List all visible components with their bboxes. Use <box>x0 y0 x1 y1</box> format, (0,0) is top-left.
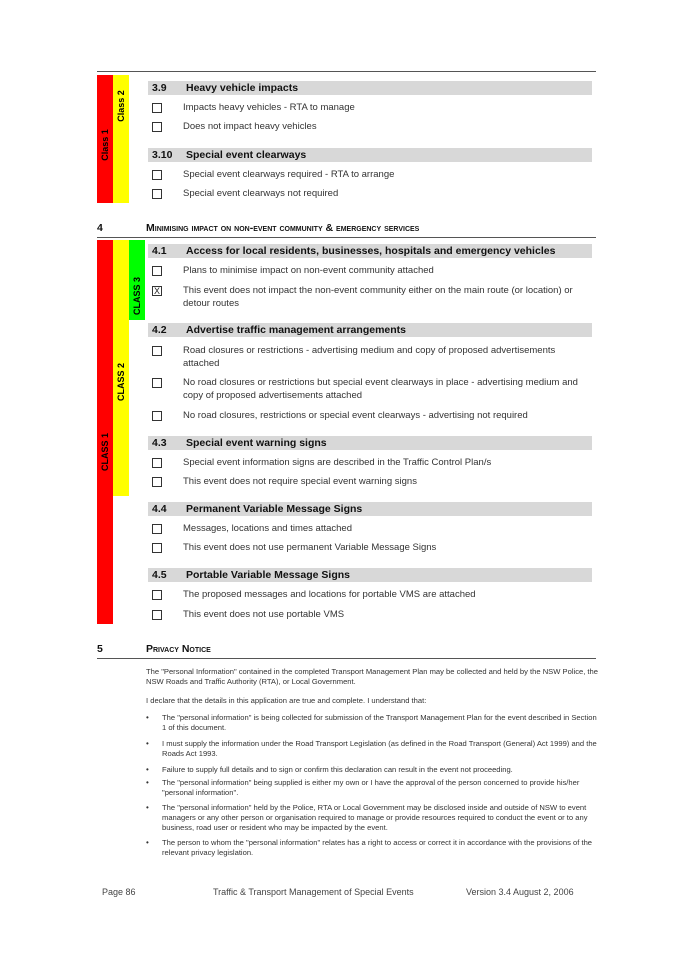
heading-number: 4.1 <box>152 245 167 257</box>
heading-number: 3.9 <box>152 82 167 94</box>
bullet-dot: • <box>146 739 149 748</box>
option-label: This event does not impact the non-event community either on the main route (or location) or detour routes <box>183 285 573 309</box>
option-label: No road closures, restrictions or special event clearways - advertising not required <box>183 410 528 421</box>
checkbox[interactable] <box>152 610 162 620</box>
class3-label: CLASS 3 <box>132 277 142 316</box>
heading-title: Access for local residents, businesses, hospitals and emergency vehicles <box>186 245 556 257</box>
option-label: No road closures or restrictions but special event clearways in place - advertising medium and copy of proposed advertisements attached <box>183 377 578 401</box>
heading-title: Permanent Variable Message Signs <box>186 503 363 515</box>
heading-title: Special event warning signs <box>186 437 327 449</box>
checkbox[interactable] <box>152 122 162 132</box>
checkbox[interactable] <box>152 524 162 534</box>
bullet-item: I must supply the information under the Road Transport Legislation (as defined in the Road Transport (General) Act 1999) and the Roads Act 1993. <box>162 739 597 758</box>
top-rule <box>97 71 596 72</box>
footer-version: Version 3.4 August 2, 2006 <box>466 887 574 897</box>
option-label: Messages, locations and times attached <box>183 523 352 534</box>
option-label: This event does not use portable VMS <box>183 609 345 620</box>
checkbox[interactable] <box>152 170 162 180</box>
heading-4-2 <box>148 323 592 337</box>
heading-3-9 <box>148 81 592 95</box>
bullet-item: The "personal information" is being collected for submission of the Transport Management Plan for the event described in Section 1 of this document. <box>162 713 597 732</box>
bullet-item: The "personal information" being supplied is either my own or I have the approval of the person concerned to provide his/her "personal information". <box>162 778 580 797</box>
footer-page-number: Page 86 <box>102 887 136 897</box>
section-4-number: 4 <box>97 222 103 234</box>
heading-4-4 <box>148 502 592 516</box>
heading-3-10 <box>148 148 592 162</box>
class2-label: CLASS 2 <box>116 363 126 402</box>
bullet-item: The "personal information" held by the Police, RTA or Local Government may be disclosed inside and outside of NSW to event managers or any other person or organisation required to manage or provide resources required to conduct the event or to any business, road user or resident who may be impacted by the event. <box>162 803 588 832</box>
option-label: Special event clearways not required <box>183 188 339 199</box>
bullet-dot: • <box>146 713 149 722</box>
option-label: Impacts heavy vehicles - RTA to manage <box>183 102 355 113</box>
section-4-title: Minimising impact on non-event community & emergency services <box>146 222 420 234</box>
bullet-dot: • <box>146 803 149 812</box>
option-label: Special event information signs are described in the Traffic Control Plan/s <box>183 457 492 468</box>
checkbox[interactable] <box>152 458 162 468</box>
checkbox[interactable] <box>152 477 162 487</box>
checkbox[interactable] <box>152 378 162 388</box>
class1-label: CLASS 1 <box>100 433 110 472</box>
privacy-paragraph: The "Personal Information" contained in the completed Transport Management Plan may be collected and held by the NSW Police, the NSW Roads and Traffic Authority (RTA), or Local Government. <box>146 667 598 686</box>
heading-number: 4.2 <box>152 324 167 336</box>
section-5-title: Privacy Notice <box>146 643 211 655</box>
heading-number: 3.10 <box>152 149 173 161</box>
option-label: Plans to minimise impact on non-event community attached <box>183 265 434 276</box>
option-label: Does not impact heavy vehicles <box>183 121 317 132</box>
checkbox[interactable]: X <box>153 286 160 296</box>
heading-title: Heavy vehicle impacts <box>186 82 299 94</box>
bullet-item: Failure to supply full details and to sign or confirm this declaration can result in the event not proceeding. <box>162 765 513 774</box>
heading-4-5 <box>148 568 592 582</box>
bullet-dot: • <box>146 765 149 774</box>
heading-title: Portable Variable Message Signs <box>186 569 350 581</box>
option-label: The proposed messages and locations for portable VMS are attached <box>183 589 476 600</box>
option-label: This event does not use permanent Variable Message Signs <box>183 542 437 553</box>
option-label: Road closures or restrictions - advertising medium and copy of proposed advertisements attached <box>183 345 556 369</box>
class2-label: Class 2 <box>116 90 126 122</box>
checkbox[interactable] <box>152 411 162 421</box>
checkbox[interactable] <box>152 189 162 199</box>
heading-4-1 <box>148 244 592 258</box>
heading-title: Special event clearways <box>186 149 307 161</box>
checkbox[interactable] <box>152 543 162 553</box>
section-4-rule <box>97 237 596 238</box>
checkbox[interactable] <box>152 346 162 356</box>
checkbox[interactable] <box>152 103 162 113</box>
class1-label: Class 1 <box>100 129 110 161</box>
checkbox[interactable] <box>152 590 162 600</box>
footer-doc-title: Traffic & Transport Management of Special Events <box>213 887 414 897</box>
heading-number: 4.5 <box>152 569 167 581</box>
option-label: Special event clearways required - RTA to arrange <box>183 169 395 180</box>
heading-title: Advertise traffic management arrangements <box>186 324 406 336</box>
heading-4-3 <box>148 436 592 450</box>
section-5-number: 5 <box>97 643 103 655</box>
bullet-dot: • <box>146 838 149 847</box>
heading-number: 4.3 <box>152 437 167 449</box>
bullet-dot: • <box>146 778 149 787</box>
option-label: This event does not require special event warning signs <box>183 476 417 487</box>
declaration-paragraph: I declare that the details in this application are true and complete. I understand that: <box>146 696 427 705</box>
section-5-rule <box>97 658 596 659</box>
bullet-item: The person to whom the "personal information" relates has a right to access or correct it in accordance with the provisions of the relevant privacy legislation. <box>162 838 593 857</box>
heading-number: 4.4 <box>152 503 167 515</box>
checkbox[interactable] <box>152 266 162 276</box>
